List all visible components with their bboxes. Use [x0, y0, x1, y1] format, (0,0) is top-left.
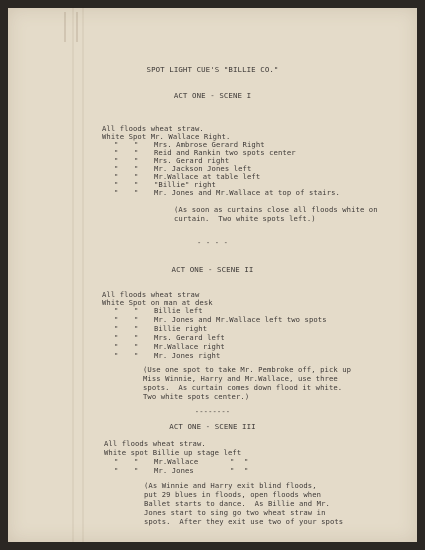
ditto-mark: " — [114, 164, 119, 173]
ditto-mark: " — [134, 466, 139, 475]
ditto-mark: " — [244, 466, 249, 475]
ditto-mark: " — [114, 457, 119, 466]
ditto-mark: " — [134, 342, 139, 351]
ditto-mark: " — [114, 315, 119, 324]
lighting-cue: Mr. Jones — [154, 466, 194, 475]
document-title: SPOT LIGHT CUE'S "BILLIE CO." — [146, 65, 279, 74]
section-separator: -------- — [194, 407, 231, 416]
ditto-mark: " — [134, 351, 139, 360]
ditto-mark: " — [134, 148, 139, 157]
ditto-mark: " — [114, 466, 119, 475]
stage-note: curtain. Two white spots left.) — [174, 214, 316, 223]
ditto-mark: " — [134, 140, 139, 149]
ditto-mark: " — [114, 156, 119, 165]
ditto-mark: " — [134, 156, 139, 165]
stage-note: Two white spots center.) — [143, 392, 250, 401]
lighting-cue: Reid and Rankin two spots center — [154, 148, 296, 157]
stage-note: spots. As curtain comes down flood it white. — [143, 383, 343, 392]
lighting-cue: White Spot Mr. Wallace Right. — [102, 132, 231, 141]
ditto-mark: " — [134, 164, 139, 173]
stage-note: (As Winnie and Harry exit blind floods, — [144, 481, 317, 490]
lighting-cue: All floods wheat straw. — [104, 439, 206, 448]
paper-sheet — [8, 8, 417, 542]
stage-note: (Use one spot to take Mr. Pembroke off, pick up — [143, 365, 352, 374]
lighting-cue: Mrs. Gerard left — [154, 333, 225, 342]
ditto-mark: " — [114, 172, 119, 181]
lighting-cue: White Spot on man at desk — [102, 298, 213, 307]
stage-note: Jones start to sing go two wheat straw in — [144, 508, 326, 517]
ditto-mark: " — [114, 188, 119, 197]
lighting-cue: Mrs. Gerard right — [154, 156, 230, 165]
ditto-mark: " — [134, 172, 139, 181]
ditto-mark: " — [244, 457, 249, 466]
lighting-cue: Billie right — [154, 324, 208, 333]
lighting-cue: All floods wheat straw — [102, 290, 200, 299]
ditto-mark: " — [134, 333, 139, 342]
stage-note: Ballet starts to dance. As Billie and Mr. — [144, 499, 330, 508]
ditto-mark: " — [114, 342, 119, 351]
ditto-mark: " — [230, 457, 235, 466]
stage-note: Miss Winnie, Harry and Mr.Wallace, use three — [143, 374, 338, 383]
lighting-cue: Mr.Wallace at table left — [154, 172, 261, 181]
ditto-mark: " — [134, 324, 139, 333]
fold-line — [72, 8, 74, 542]
punch-mark — [76, 12, 78, 42]
ditto-mark: " — [134, 188, 139, 197]
ditto-mark: " — [134, 315, 139, 324]
lighting-cue: Mr. Jackson Jones left — [154, 164, 252, 173]
ditto-mark: " — [114, 324, 119, 333]
ditto-mark: " — [114, 148, 119, 157]
lighting-cue: Mr.Wallace right — [154, 342, 225, 351]
ditto-mark: " — [134, 306, 139, 315]
lighting-cue: Mr.Wallace — [154, 457, 199, 466]
ditto-mark: " — [134, 180, 139, 189]
punch-mark — [64, 12, 66, 42]
lighting-cue: Mr. Jones right — [154, 351, 221, 360]
section-separator: - - - - — [197, 238, 228, 247]
scene-heading: ACT ONE - SCENE III — [169, 422, 256, 431]
ditto-mark: " — [230, 466, 235, 475]
lighting-cue: All floods wheat straw. — [102, 124, 204, 133]
ditto-mark: " — [134, 457, 139, 466]
stage-note: put 29 blues in floods, open floods when — [144, 490, 322, 499]
ditto-mark: " — [114, 180, 119, 189]
lighting-cue: White spot Billie up stage left — [104, 448, 242, 457]
lighting-cue: Mr. Jones and Mr.Wallace at top of stairs. — [154, 188, 340, 197]
lighting-cue: Mr. Jones and Mr.Wallace left two spots — [154, 315, 327, 324]
ditto-mark: " — [114, 351, 119, 360]
lighting-cue: Billie left — [154, 306, 203, 315]
scene-heading: ACT ONE - SCENE II — [171, 265, 254, 274]
stage-note: (As soon as curtains close all floods white on — [174, 205, 378, 214]
ditto-mark: " — [114, 140, 119, 149]
fold-line — [82, 8, 84, 542]
lighting-cue: Mrs. Ambrose Gerard Right — [154, 140, 265, 149]
scene-heading: ACT ONE - SCENE I — [173, 91, 252, 100]
ditto-mark: " — [114, 333, 119, 342]
ditto-mark: " — [114, 306, 119, 315]
stage-note: spots. After they exit use two of your spots — [144, 517, 344, 526]
lighting-cue: "Billie" right — [154, 180, 216, 189]
